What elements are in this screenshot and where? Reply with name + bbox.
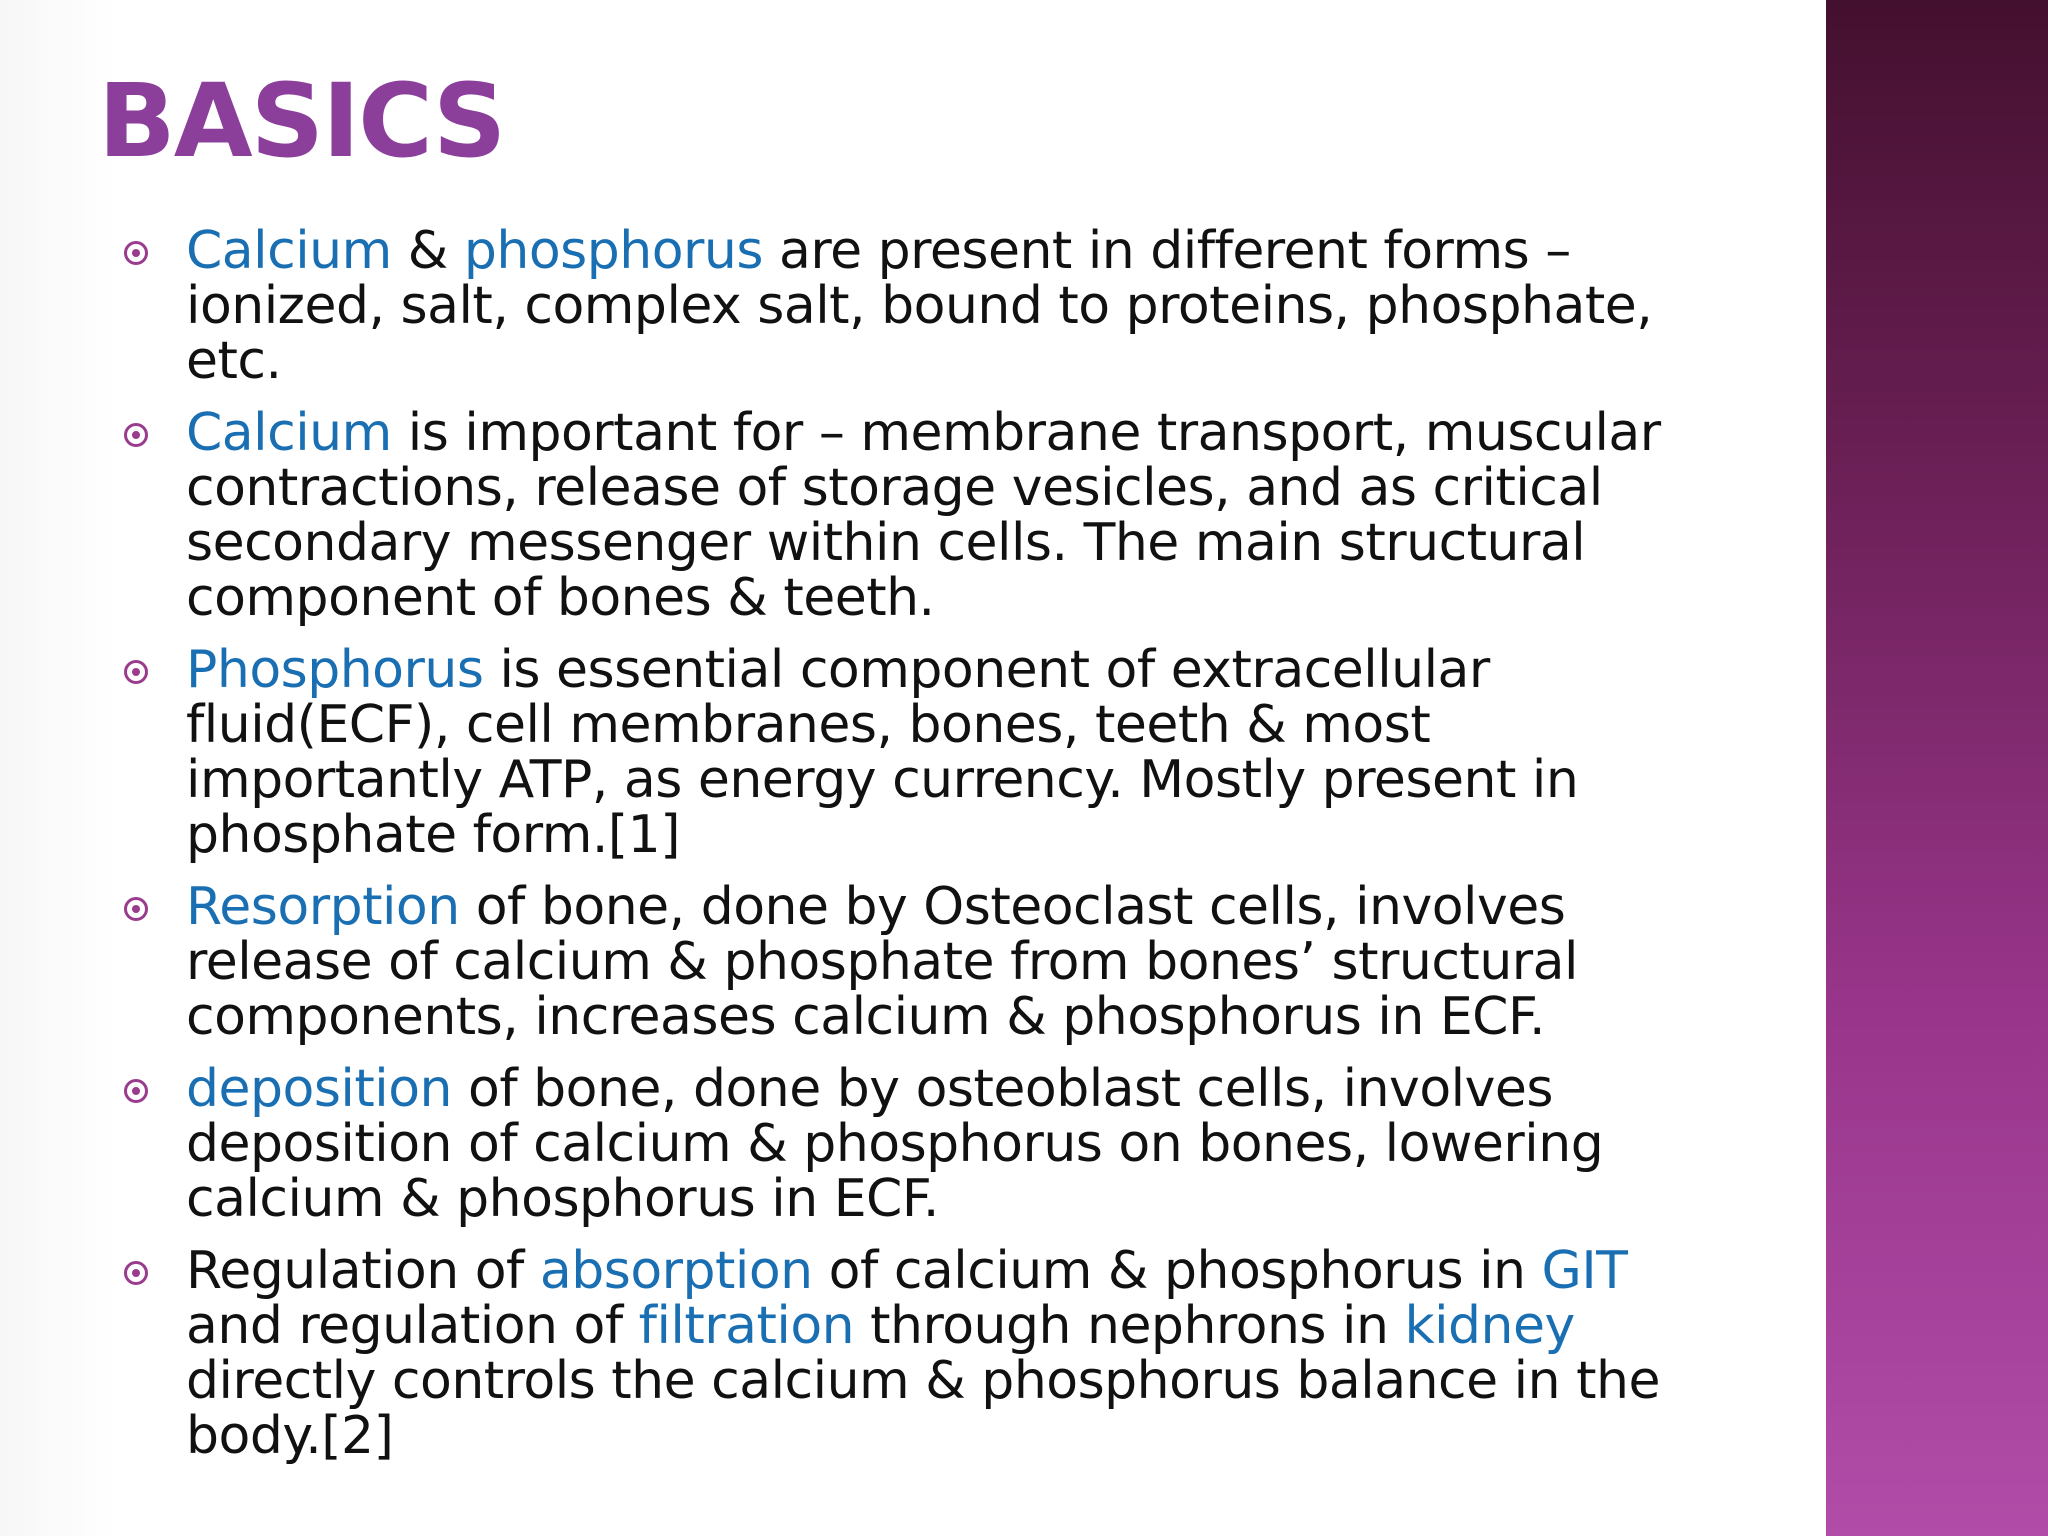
bullet-text: of bone, done by osteoblast cells, involves deposition of calcium & phosphorus on bones, lowering calcium & phosphorus in ECF. (186, 1059, 1604, 1229)
circled-dot-icon (124, 423, 148, 447)
keyword: Resorption (186, 877, 460, 937)
keyword: deposition (186, 1059, 452, 1119)
bullet-text: through nephrons in (854, 1296, 1405, 1356)
keyword: Calcium (186, 221, 392, 281)
bullet-text: & (391, 221, 464, 281)
decorative-side-band (1826, 0, 2048, 1536)
bullet-item-1 (124, 221, 1704, 391)
circled-dot-icon (124, 1261, 148, 1285)
bullet-text: of calcium & phosphorus in (812, 1241, 1542, 1301)
keyword: phosphorus (463, 221, 763, 281)
slide-title: BASICS (98, 62, 505, 181)
bullet-text: Regulation of (186, 1241, 540, 1301)
bullet-text: are present in different forms – ionized, salt, complex salt, bound to proteins, phosphate, etc. (186, 221, 1653, 391)
keyword: GIT (1541, 1241, 1628, 1301)
bullet-item-2 (124, 403, 1704, 628)
bullet-item-6 (124, 1241, 1704, 1466)
keyword: filtration (638, 1296, 855, 1356)
keyword: absorption (539, 1241, 813, 1301)
circled-dot-icon (124, 660, 148, 684)
bullet-text: directly controls the calcium & phosphorus balance in the body.[2] (186, 1351, 1660, 1466)
bullet-text: of bone, done by Osteoclast cells, involves release of calcium & phosphate from bones’ structural components, increases calcium & phosphorus in ECF. (186, 877, 1578, 1047)
bullet-text: and regulation of (186, 1296, 639, 1356)
bullet-text: is essential component of extracellular fluid(ECF), cell membranes, bones, teeth & most importantly ATP, as energy currency. Mostly present in phosphate form.[1] (186, 640, 1579, 865)
keyword: kidney (1404, 1296, 1575, 1356)
bullet-item-5 (124, 1059, 1704, 1229)
keyword: Calcium (186, 403, 392, 463)
circled-dot-icon (124, 897, 148, 921)
bullet-list (124, 221, 1704, 1481)
bullet-item-3 (124, 640, 1704, 865)
bullet-text: is important for – membrane transport, muscular contractions, release of storage vesicles, and as critical secondary messenger within cells. The main structural component of bones & teeth. (186, 403, 1661, 628)
keyword: Phosphorus (186, 640, 484, 700)
circled-dot-icon (124, 1079, 148, 1103)
circled-dot-icon (124, 241, 148, 265)
bullet-item-4 (124, 877, 1704, 1047)
